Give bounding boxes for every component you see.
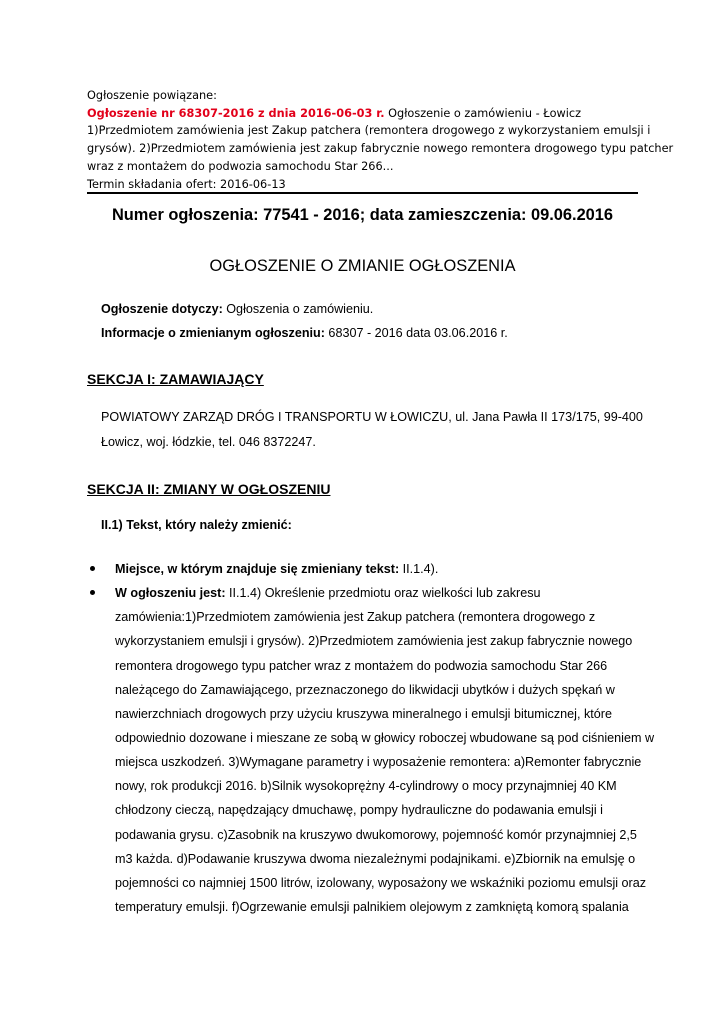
related-line-1 bbox=[87, 105, 647, 123]
related-line-3: grysów). 2)Przedmiotem zamówienia jest zakup fabrycznie nowego remontera drogowego typu patcher bbox=[87, 142, 674, 156]
changes-list bbox=[87, 557, 655, 919]
in-notice-line: nowy, rok produkcji 2016. b)Silnik wysokoprężny 4-cylindrowy o mocy przynajmniej 40 KM bbox=[115, 779, 617, 794]
address-line-2: Łowicz, woj. łódzkie, tel. 046 8372247. bbox=[101, 435, 316, 449]
related-line-1-rest: Ogłoszenie o zamówieniu - Łowicz bbox=[384, 106, 582, 120]
in-notice-line: zamówienia:1)Przedmiotem zamówienia jest Zakup patchera (remontera drogowego z bbox=[115, 610, 596, 625]
related-line-2: 1)Przedmiotem zamówienia jest Zakup patchera (remontera drogowego z wykorzystaniem emulsji i bbox=[87, 124, 651, 138]
notice-number-heading: Numer ogłoszenia: 77541 - 2016; data zamieszczenia: 09.06.2016 bbox=[111, 206, 614, 224]
address-line-1: POWIATOWY ZARZĄD DRÓG I TRANSPORTU W ŁOWICZU, ul. Jana Pawła II 173/175, 99-400 bbox=[101, 410, 643, 424]
related-line-4: wraz z montażem do podwozia samochodu Star 266... bbox=[87, 159, 394, 173]
in-notice-line: wykorzystaniem emulsji i grysów). 2)Przedmiotem zamówienia jest zakup fabrycznie nowego bbox=[115, 634, 633, 649]
list-item bbox=[87, 557, 647, 581]
changed-notice-info-label: Informacje o zmienianym ogłoszeniu: bbox=[101, 326, 325, 340]
related-notice bbox=[87, 87, 674, 193]
bullet-icon bbox=[90, 590, 95, 595]
bullet-icon bbox=[90, 566, 95, 571]
related-deadline: Termin składania ofert: 2016-06-13 bbox=[87, 177, 286, 191]
in-notice-line: remontera drogowego typu patcher wraz z montażem do podwozia samochodu Star 266 bbox=[115, 658, 608, 673]
in-notice-line: temperatury emulsji. f)Ogrzewanie emulsji palnikiem olejowym z zamkniętą komorą spalania bbox=[115, 899, 629, 914]
related-notice-link[interactable]: Ogłoszenie nr 68307-2016 z dnia 2016-06-03 r. bbox=[87, 106, 385, 120]
text-to-change-heading: II.1) Tekst, który należy zmienić: bbox=[101, 518, 292, 532]
in-notice-first-line bbox=[115, 581, 647, 605]
in-notice-line: odpowiednio dozowane i mieszane ze sobą w głowicy roboczej wbudowane są pod ciśnieniem w bbox=[115, 730, 655, 745]
in-notice-line: podawania grysu. c)Zasobnik na kruszywo dwukomorowy, pojemność komór przynajmniej 2,5 bbox=[115, 827, 637, 842]
notice-concerns bbox=[101, 300, 373, 318]
page-title: OGŁOSZENIE O ZMIANIE OGŁOSZENIA bbox=[209, 257, 516, 275]
section-1-heading: SEKCJA I: ZAMAWIAJĄCY bbox=[87, 371, 264, 387]
in-notice-line: pojemności co najmniej 1500 litrów, izolowany, wyposażony we wskaźniki poziomu emulsji oraz bbox=[115, 875, 647, 890]
place-line bbox=[115, 557, 647, 581]
horizontal-divider bbox=[87, 192, 638, 194]
in-notice-line: nawierzchniach drogowych przy użyciu kruszywa mineralnego i emulsji bitumicznej, które bbox=[115, 706, 612, 721]
related-heading: Ogłoszenie powiązane: bbox=[87, 89, 217, 102]
place-value: II.1.4). bbox=[399, 562, 439, 576]
in-notice-line: miejsca uszkodzeń. 3)Wymagane parametry i wyposażenie remontera: a)Remonter fabrycznie bbox=[115, 755, 642, 770]
in-notice-line: chłodzony cieczą, napędzający dmuchawę, pompy hydrauliczne do podawania emulsji i bbox=[115, 803, 603, 818]
notice-concerns-label: Ogłoszenie dotyczy: bbox=[101, 302, 223, 316]
list-item bbox=[87, 581, 655, 919]
notice-concerns-value: Ogłoszenia o zamówieniu. bbox=[222, 302, 374, 316]
in-notice-first: II.1.4) Określenie przedmiotu oraz wielkości lub zakresu bbox=[225, 586, 541, 601]
in-notice-line: m3 każda. d)Podawanie kruszywa dwoma niezależnymi podajnikami. e)Zbiornik na emulsję o bbox=[115, 851, 636, 866]
changed-notice-info-value: 68307 - 2016 data 03.06.2016 r. bbox=[324, 326, 508, 340]
section-2-heading: SEKCJA II: ZMIANY W OGŁOSZENIU bbox=[87, 481, 331, 497]
contracting-authority-address bbox=[101, 405, 661, 455]
changed-notice-info bbox=[101, 324, 508, 342]
in-notice-label: W ogłoszeniu jest: bbox=[115, 586, 226, 601]
in-notice-line: należącego do Zamawiającego, przeznaczonego do likwidacji ubytków i dużych spękań w bbox=[115, 682, 615, 697]
place-label: Miejsce, w którym znajduje się zmieniany tekst: bbox=[115, 562, 400, 576]
